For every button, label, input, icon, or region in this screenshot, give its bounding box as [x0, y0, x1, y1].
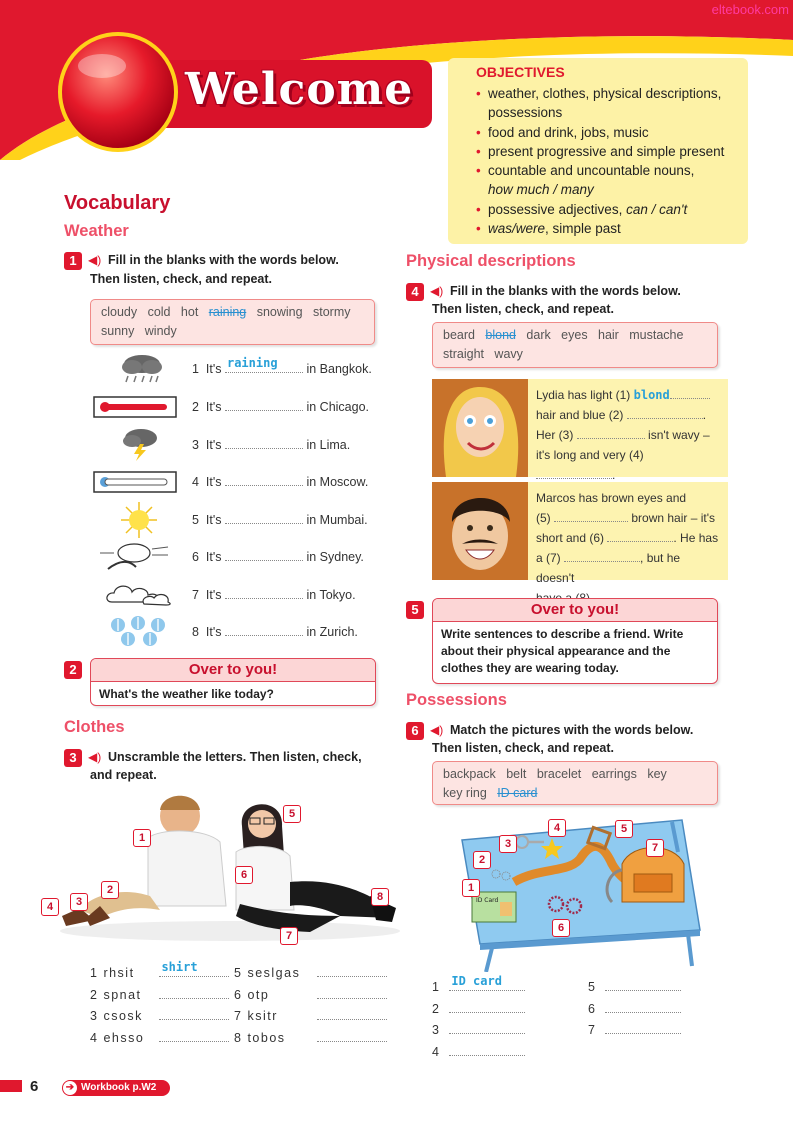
- answer-blank[interactable]: [317, 1029, 387, 1042]
- word-box: backpack belt bracelet earrings key key ring ID card: [432, 761, 718, 805]
- cloud-icon: [104, 580, 174, 606]
- weather-sentence-row: 2 It's in Chicago.: [192, 400, 370, 414]
- unscramble-row: 2 spnat: [90, 986, 229, 1002]
- over-to-you-box: [432, 598, 718, 684]
- unscramble-row: 7 ksitr: [234, 1007, 387, 1023]
- callout-number: 6: [552, 919, 570, 937]
- answer-blank[interactable]: [449, 1021, 525, 1034]
- callout-number: 7: [280, 927, 298, 945]
- workbook-link[interactable]: ➔ Workbook p.W2: [62, 1080, 170, 1096]
- unscramble-row: 8 tobos: [234, 1029, 387, 1045]
- page-number: 6: [30, 1078, 39, 1095]
- answer-blank[interactable]: shirt: [159, 964, 229, 977]
- answer-blank[interactable]: [225, 548, 303, 561]
- answer-blank[interactable]: [225, 586, 303, 599]
- site-watermark[interactable]: eltebook.com: [711, 2, 789, 17]
- objective-item: • weather, clothes, physical descriptions, possessions: [476, 84, 751, 123]
- storm-cloud-icon: [120, 426, 162, 462]
- callout-number: 5: [615, 820, 633, 838]
- clothes-photo: [40, 786, 410, 946]
- marcos-portrait: [432, 482, 528, 580]
- callout-number: 6: [235, 866, 253, 884]
- answer-blank[interactable]: [159, 1007, 229, 1020]
- exercise-number: 4: [406, 283, 424, 301]
- cold-thermometer-icon: [93, 471, 177, 493]
- exercise-instruction: Then listen, check, and repeat.: [432, 302, 615, 316]
- weather-sentence-row: 4 It's in Moscow.: [192, 475, 369, 489]
- unscramble-row: 6 otp: [234, 986, 387, 1002]
- snowflake-icon: [106, 615, 176, 647]
- arrow-right-icon: ➔: [63, 1081, 77, 1095]
- exercise-number: 1: [64, 252, 82, 270]
- possessions-heading: Possessions: [406, 691, 507, 709]
- weather-sentence-row: 3 It's in Lima.: [192, 438, 351, 452]
- callout-number: 2: [473, 851, 491, 869]
- answer-blank[interactable]: [449, 1000, 525, 1013]
- answer-blank[interactable]: [225, 398, 303, 411]
- answer-blank[interactable]: [225, 511, 303, 524]
- weather-sentence-row: 6 It's in Sydney.: [192, 550, 364, 564]
- possession-answer-row: 6: [588, 1000, 681, 1016]
- rain-cloud-icon: [118, 352, 166, 388]
- objective-item: • possessive adjectives, can / can't: [476, 200, 751, 219]
- exercise-number: 6: [406, 722, 424, 740]
- word-box: beard blond dark eyes hair mustache straight wavy: [432, 322, 718, 368]
- answer-blank[interactable]: [317, 986, 387, 999]
- over-to-you-title: Over to you!: [91, 659, 375, 682]
- footer-bar: [0, 1080, 22, 1092]
- objective-item: • was/were, simple past: [476, 219, 751, 238]
- exercise-instruction: and repeat.: [90, 768, 157, 782]
- objectives-title: OBJECTIVES: [476, 64, 565, 80]
- weather-sentence-row: 7 It's in Tokyo.: [192, 588, 356, 602]
- weather-heading: Weather: [64, 222, 129, 240]
- possession-answer-row: 1 ID card: [432, 978, 525, 994]
- callout-number: 2: [101, 881, 119, 899]
- exercise-number: 2: [64, 661, 82, 679]
- over-to-you-text: Write sentences to describe a friend. Write about their physical appearance and the clothes they are wearing today.: [441, 627, 684, 675]
- exercise-instruction: Then listen, check, and repeat.: [432, 741, 615, 755]
- exercise-instruction: Then listen, check, and repeat.: [90, 272, 273, 286]
- answer-blank[interactable]: [605, 1021, 681, 1034]
- over-to-you-box: [90, 658, 376, 706]
- answer-blank[interactable]: [605, 978, 681, 991]
- possession-answer-row: 5: [588, 978, 681, 994]
- page-title: Welcome: [185, 64, 414, 115]
- answer-blank[interactable]: [317, 964, 387, 977]
- answer-blank[interactable]: [449, 1043, 525, 1056]
- callout-number: 1: [133, 829, 151, 847]
- unscramble-row: 4 ehsso: [90, 1029, 229, 1045]
- answer-blank[interactable]: [605, 1000, 681, 1013]
- possession-answer-row: 2: [432, 1000, 525, 1016]
- lydia-portrait: [432, 379, 528, 477]
- clothes-heading: Clothes: [64, 718, 125, 736]
- audio-icon[interactable]: ◀): [88, 253, 102, 267]
- answer-blank[interactable]: [225, 436, 303, 449]
- exercise-instruction: Fill in the blanks with the words below.: [108, 253, 339, 267]
- objective-item: • countable and uncountable nouns, how much / many: [476, 161, 751, 200]
- objective-item: • food and drink, jobs, music: [476, 123, 751, 142]
- unscramble-row: 5 seslgas: [234, 964, 387, 980]
- objectives-list: [476, 84, 751, 238]
- callout-number: 4: [548, 819, 566, 837]
- callout-number: 4: [41, 898, 59, 916]
- weather-sentence-row: 8 It's in Zurich.: [192, 625, 358, 639]
- answer-blank[interactable]: [159, 986, 229, 999]
- exercise-number: 5: [406, 601, 424, 619]
- answer-blank[interactable]: ID card: [449, 978, 525, 991]
- possession-answer-row: 4: [432, 1043, 525, 1059]
- marcos-description: Marcos has brown eyes and (5) brown hair – it's short and (6) . He has a (7) , but he doesn't: [528, 482, 728, 580]
- exercise-instruction: Unscramble the letters. Then listen, check,: [108, 750, 362, 764]
- word-box: cloudy cold hot raining snowing stormy sunny windy: [90, 299, 375, 345]
- exercise-number: 3: [64, 749, 82, 767]
- audio-icon[interactable]: ◀): [88, 750, 102, 764]
- answer-blank[interactable]: [159, 1029, 229, 1042]
- physical-descriptions-heading: Physical descriptions: [406, 252, 576, 270]
- callout-number: 3: [70, 893, 88, 911]
- over-to-you-text: What's the weather like today?: [99, 687, 274, 701]
- lydia-description: Lydia has light (1) blond hair and blue (2) . Her (3) isn't wavy – it's long and very (4) .: [528, 379, 728, 477]
- possession-answer-row: 3: [432, 1021, 525, 1037]
- exercise-instruction: Match the pictures with the words below.: [450, 723, 694, 737]
- answer-blank[interactable]: [225, 623, 303, 636]
- callout-number: 8: [371, 888, 389, 906]
- callout-number: 7: [646, 839, 664, 857]
- callout-number: 5: [283, 805, 301, 823]
- unscramble-row: 1 rhsit shirt: [90, 964, 229, 980]
- possessions-table-illustration: [452, 812, 702, 972]
- hot-thermometer-icon: [93, 396, 177, 418]
- vocabulary-heading: Vocabulary: [64, 192, 171, 214]
- windy-tree-icon: [98, 541, 170, 571]
- weather-sentence-row: 5 It's in Mumbai.: [192, 513, 368, 527]
- answer-blank[interactable]: [225, 473, 303, 486]
- audio-icon[interactable]: ◀): [430, 284, 444, 298]
- answer-blank[interactable]: raining: [225, 360, 303, 373]
- unscramble-row: 3 csosk: [90, 1007, 229, 1023]
- weather-sentence-row: 1 It's raining in Bangkok.: [192, 356, 372, 376]
- id-card-label: ID Card: [476, 897, 499, 904]
- over-to-you-title: Over to you!: [433, 599, 717, 622]
- possession-answer-row: 7: [588, 1021, 681, 1037]
- sun-icon: [118, 500, 160, 540]
- callout-number: 1: [462, 879, 480, 897]
- callout-number: 3: [499, 835, 517, 853]
- answer-blank[interactable]: [317, 1007, 387, 1020]
- exercise-instruction: Fill in the blanks with the words below.: [450, 284, 681, 298]
- audio-icon[interactable]: ◀): [430, 723, 444, 737]
- objective-item: • present progressive and simple present: [476, 142, 751, 161]
